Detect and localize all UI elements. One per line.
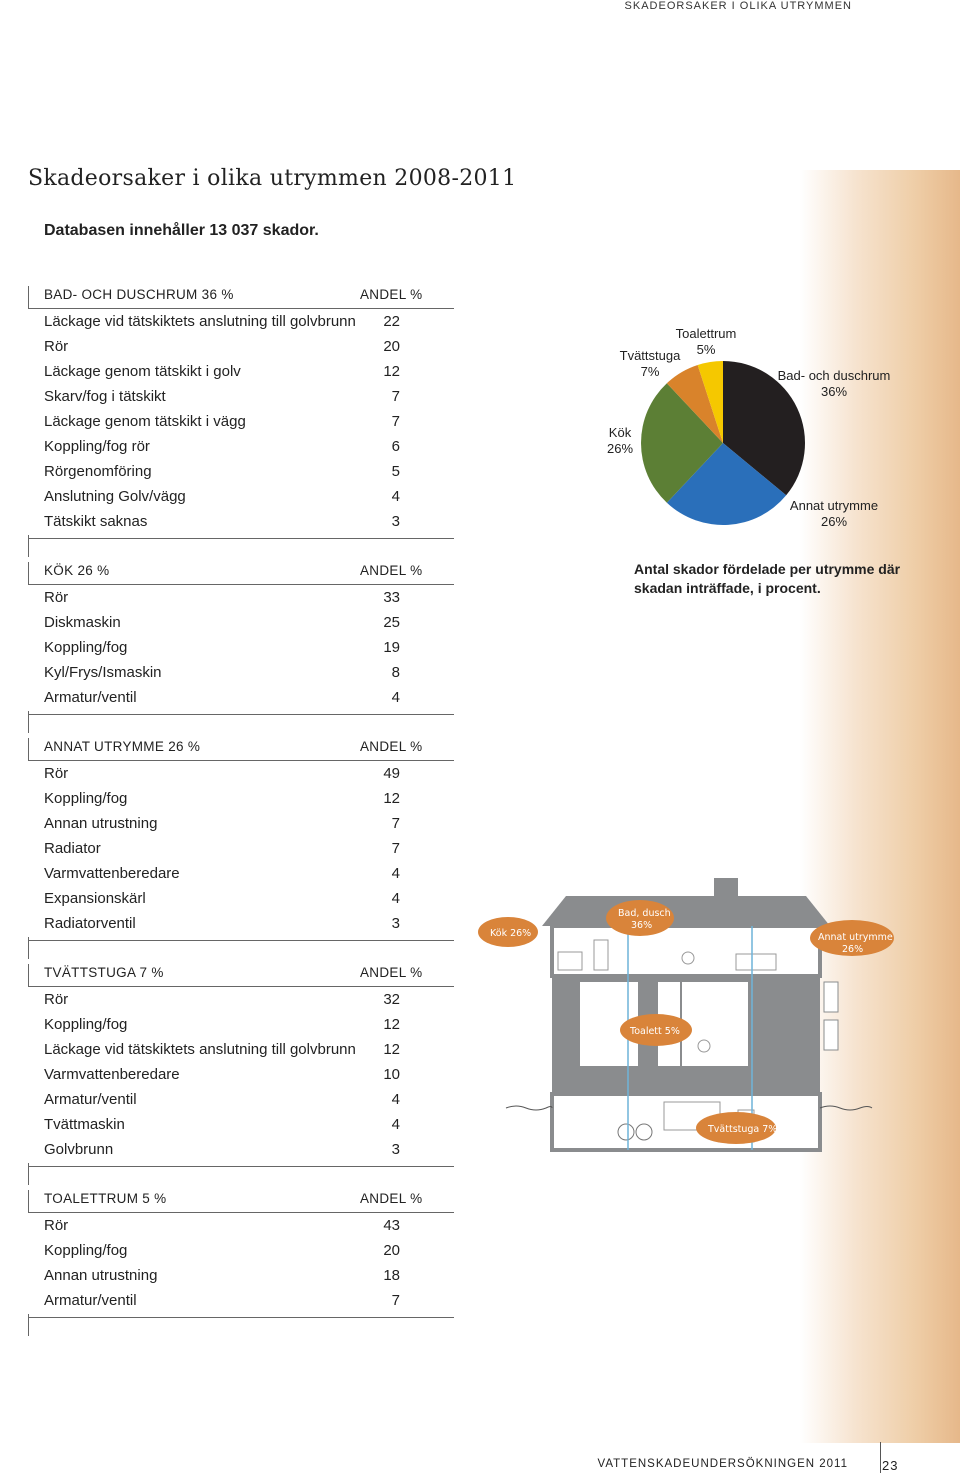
table-row [28, 886, 454, 911]
table-row [28, 1012, 454, 1037]
row-value: 32 [383, 991, 400, 1008]
bubble-annat-text-1: Annat utrymme [818, 932, 893, 943]
pie-slice-label [590, 425, 650, 457]
table-header [28, 962, 454, 987]
row-value: 25 [383, 614, 400, 631]
row-value: 7 [391, 815, 400, 832]
table-row [28, 384, 454, 409]
damage-table [28, 284, 454, 539]
table-tick [28, 535, 29, 557]
table-row [28, 1037, 454, 1062]
row-value: 7 [391, 413, 400, 430]
table-row [28, 434, 454, 459]
row-label: Rör [44, 338, 69, 355]
row-value: 10 [383, 1066, 400, 1083]
table-tick [28, 286, 29, 308]
row-value: 12 [383, 790, 400, 807]
table-row [28, 1263, 454, 1288]
row-label: Rör [44, 765, 69, 782]
row-value: 20 [383, 1242, 400, 1259]
row-label: Expansionskärl [44, 890, 146, 907]
bubble-tvatt-text: Tvättstuga 7% [708, 1124, 778, 1135]
page-subtitle: Databasen innehåller 13 037 skador. [44, 222, 319, 239]
table-row [28, 811, 454, 836]
table-row [28, 1062, 454, 1087]
pie-slice-name: Annat utrymme [789, 498, 879, 513]
footer-divider [880, 1442, 881, 1473]
row-label: Rörgenomföring [44, 463, 152, 480]
table-row [28, 1112, 454, 1137]
pie-slice-label [666, 326, 746, 358]
row-value: 5 [391, 463, 400, 480]
table-bottom-rule [28, 534, 454, 539]
table-header [28, 1188, 454, 1213]
row-label: Tätskikt saknas [44, 513, 148, 530]
damage-table [28, 560, 454, 715]
table-bottom-rule [28, 710, 454, 715]
table-row [28, 987, 454, 1012]
row-value: 18 [383, 1267, 400, 1284]
table-row [28, 1238, 454, 1263]
table-heading: TVÄTTSTUGA 7 % [44, 965, 164, 980]
page-title: Skadeorsaker i olika utrymmen 2008-2011 [28, 166, 517, 191]
page-number: 23 [882, 1458, 899, 1473]
table-column-header: ANDEL % [360, 563, 423, 578]
row-value: 12 [383, 1041, 400, 1058]
row-label: Annan utrustning [44, 815, 158, 832]
chart-caption [634, 560, 904, 598]
row-value: 12 [383, 363, 400, 380]
table-heading: KÖK 26 % [44, 563, 110, 578]
table-row [28, 1288, 454, 1313]
bubble-kok-text: Kök 26% [490, 928, 532, 939]
row-label: Koppling/fog [44, 790, 128, 807]
row-label: Diskmaskin [44, 614, 121, 631]
row-label: Koppling/fog rör [44, 438, 150, 455]
row-label: Koppling/fog [44, 1016, 128, 1033]
row-label: Läckage genom tätskikt i vägg [44, 413, 246, 430]
row-label: Varmvattenberedare [44, 865, 180, 882]
row-label: Armatur/ventil [44, 1292, 137, 1309]
table-bottom-rule [28, 1313, 454, 1318]
table-tick [28, 1163, 29, 1185]
pie-slice-value: 36% [820, 384, 848, 399]
row-value: 20 [383, 338, 400, 355]
table-tick [28, 1314, 29, 1336]
top-floor [552, 926, 820, 976]
row-value: 4 [391, 1116, 400, 1133]
table-row [28, 409, 454, 434]
table-tick [28, 711, 29, 733]
bubble-bad [606, 900, 674, 936]
row-label: Läckage vid tätskiktets anslutning till golvbrunn [44, 1041, 356, 1058]
pie-slice-label [774, 368, 894, 400]
bubble-toalett-text: Toalett 5% [630, 1026, 680, 1037]
row-value: 3 [391, 1141, 400, 1158]
table-header [28, 284, 454, 309]
pie-slice-name: Kök [608, 425, 632, 440]
table-bottom-rule [28, 936, 454, 941]
bubble-kok [478, 917, 538, 947]
table-column-header: ANDEL % [360, 739, 423, 754]
row-value: 3 [391, 915, 400, 932]
radiator-icon [824, 1020, 838, 1050]
table-column-header: ANDEL % [360, 1191, 423, 1206]
ground-line-left [506, 1106, 552, 1110]
row-label: Rör [44, 991, 69, 1008]
pie-slice-value: 5% [696, 342, 716, 357]
bubble-annat-text-2: 26% [842, 944, 864, 955]
table-row [28, 786, 454, 811]
damage-table [28, 1188, 454, 1318]
table-row [28, 836, 454, 861]
row-value: 4 [391, 488, 400, 505]
table-row [28, 309, 454, 334]
table-row [28, 1137, 454, 1162]
row-label: Läckage genom tätskikt i golv [44, 363, 241, 380]
row-label: Koppling/fog [44, 1242, 128, 1259]
table-column-header: ANDEL % [360, 965, 423, 980]
row-label: Tvättmaskin [44, 1116, 125, 1133]
row-value: 6 [391, 438, 400, 455]
pie-slice-value: 26% [820, 514, 848, 529]
row-label: Koppling/fog [44, 639, 128, 656]
table-row [28, 1087, 454, 1112]
pie-slice-name: Toalettrum [675, 326, 737, 341]
table-row [28, 660, 454, 685]
row-label: Rör [44, 589, 69, 606]
roof [542, 896, 830, 926]
bubble-bad-text-1: Bad, dusch [618, 908, 671, 919]
row-label: Läckage vid tätskiktets anslutning till golvbrunn [44, 313, 356, 330]
table-tick [28, 964, 29, 986]
table-row [28, 635, 454, 660]
row-value: 4 [391, 689, 400, 706]
damage-table [28, 962, 454, 1167]
row-label: Rör [44, 1217, 69, 1234]
table-tick [28, 1190, 29, 1212]
chart-caption-text: Antal skador fördelade per utrymme där skadan inträffade, i procent. [634, 561, 901, 596]
pie-slice-name: Tvättstuga [619, 348, 681, 363]
table-bottom-rule [28, 1162, 454, 1167]
table-row [28, 761, 454, 786]
row-label: Varmvattenberedare [44, 1066, 180, 1083]
table-header [28, 560, 454, 585]
row-value: 4 [391, 1091, 400, 1108]
row-label: Anslutning Golv/vägg [44, 488, 186, 505]
table-header [28, 736, 454, 761]
table-tick [28, 937, 29, 959]
table-row [28, 911, 454, 936]
row-value: 4 [391, 865, 400, 882]
table-row [28, 509, 454, 534]
pie-slice-value: 7% [640, 364, 660, 379]
row-value: 7 [391, 1292, 400, 1309]
row-value: 7 [391, 388, 400, 405]
row-value: 4 [391, 890, 400, 907]
row-label: Annan utrustning [44, 1267, 158, 1284]
damage-table [28, 736, 454, 941]
table-heading: TOALETTRUM 5 % [44, 1191, 167, 1206]
row-value: 12 [383, 1016, 400, 1033]
bubble-annat [810, 920, 894, 956]
table-row [28, 459, 454, 484]
row-label: Radiator [44, 840, 101, 857]
table-row [28, 1213, 454, 1238]
row-label: Armatur/ventil [44, 689, 137, 706]
bubble-bad-text-2: 36% [631, 920, 653, 931]
row-value: 3 [391, 513, 400, 530]
row-label: Radiatorventil [44, 915, 136, 932]
footer-publication: VATTENSKADEUNDERSÖKNINGEN 2011 [597, 1458, 848, 1470]
table-row [28, 484, 454, 509]
table-tick [28, 562, 29, 584]
house-svg [476, 870, 896, 1160]
table-row [28, 334, 454, 359]
table-tick [28, 738, 29, 760]
pie-slice-name: Bad- och duschrum [777, 368, 891, 383]
table-row [28, 685, 454, 710]
running-header: SKADEORSAKER I OLIKA UTRYMMEN [624, 0, 852, 12]
row-value: 33 [383, 589, 400, 606]
row-value: 7 [391, 840, 400, 857]
pie-slice-label [774, 498, 894, 530]
ground-line-right [820, 1106, 872, 1110]
table-heading: ANNAT UTRYMME 26 % [44, 739, 201, 754]
table-row [28, 585, 454, 610]
table-column-header: ANDEL % [360, 287, 423, 302]
house-illustration [476, 870, 896, 1160]
row-value: 8 [391, 664, 400, 681]
table-row [28, 359, 454, 384]
pie-chart [600, 320, 940, 540]
table-row [28, 861, 454, 886]
row-label: Armatur/ventil [44, 1091, 137, 1108]
radiator-icon [824, 982, 838, 1012]
chimney [714, 878, 738, 900]
bubble-toalett [620, 1014, 692, 1046]
pie-slice-value: 26% [606, 441, 634, 456]
row-value: 49 [383, 765, 400, 782]
row-label: Golvbrunn [44, 1141, 114, 1158]
row-label: Kyl/Frys/Ismaskin [44, 664, 162, 681]
row-value: 19 [383, 639, 400, 656]
row-label: Skarv/fog i tätskikt [44, 388, 166, 405]
row-value: 43 [383, 1217, 400, 1234]
table-heading: BAD- OCH DUSCHRUM 36 % [44, 287, 234, 302]
table-row [28, 610, 454, 635]
row-value: 22 [383, 313, 400, 330]
room-right [682, 982, 748, 1066]
